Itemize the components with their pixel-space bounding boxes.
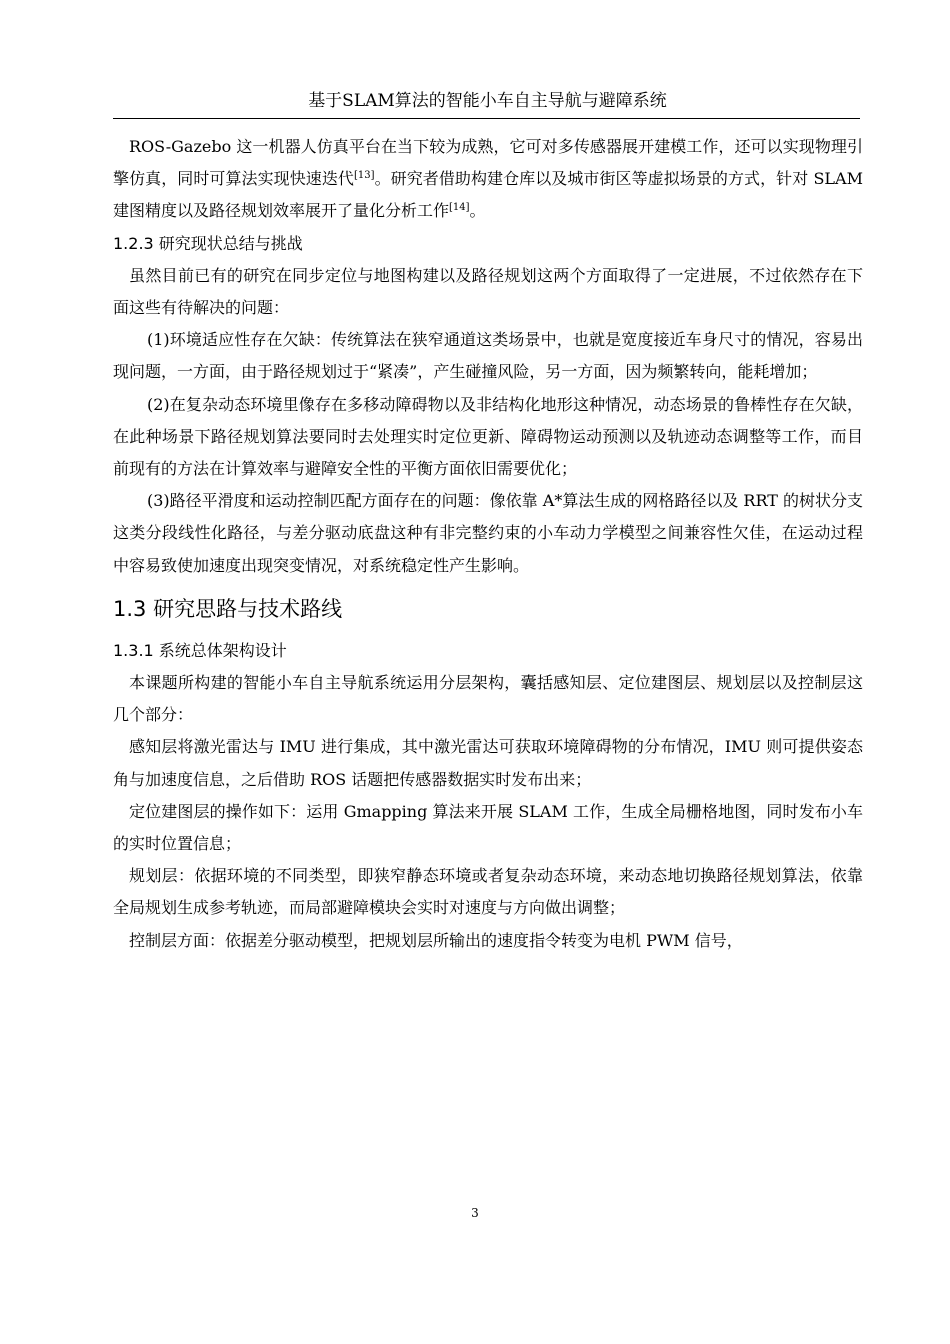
paragraph-planning-layer: 规划层：依据环境的不同类型，即狭窄静态环境或者复杂动态环境，来动态地切换路径规划算法，依靠全局规划生成参考轨迹，而局部避障模块会实时对速度与方向做出调整； [113, 866, 863, 918]
paragraph-mapping-layer: 定位建图层的操作如下：运用 Gmapping 算法来开展 SLAM 工作，生成全局栅格地图，同时发布小车的实时位置信息； [113, 801, 863, 854]
paragraph-text: 。研究者借助构建仓库以及城市街区等虚拟场景的方式，针对 SLAM 建图精度以及路径规划效率展开了量化分析工作 [113, 169, 863, 221]
paragraph-problem-2: (2)在复杂动态环境里像存在多移动障碍物以及非结构化地形这种情况，动态场景的鲁棒性存在欠缺，在此种场景下路径规划算法要同时去处理实时定位更新、障碍物运动预测以及轨迹动态调整等工作，而目前现有的方法在计算效率与避障安全性的平衡方面依旧需要优化； [113, 394, 863, 479]
citation-14[interactable]: [14] [449, 202, 470, 214]
page-number: 3 [471, 1206, 479, 1220]
paragraph-ros-gazebo [113, 131, 863, 228]
section-heading-1-2-3: 1.2.3 研究现状总结与挑战 [113, 233, 303, 253]
citation-13[interactable]: [13] [353, 170, 375, 182]
paragraph-control-layer: 控制层方面：依据差分驱动模型，把规划层所输出的速度指令转变为电机 PWM 信号， [129, 930, 743, 950]
running-header: 基于SLAM算法的智能小车自主导航与避障系统 [308, 91, 667, 111]
paragraph-perception-layer: 感知层将激光雷达与 IMU 进行集成，其中激光雷达可获取环境障碍物的分布情况，IMU 则可提供姿态角与加速度信息，之后借助 ROS 话题把传感器数据实时发布出来； [113, 737, 863, 789]
section-heading-1-3-1: 1.3.1 系统总体架构设计 [113, 640, 287, 660]
header-rule [113, 118, 860, 119]
paragraph-text: 。 [469, 201, 486, 221]
paragraph-problems-intro: 虽然目前已有的研究在同步定位与地图构建以及路径规划这两个方面取得了一定进展，不过依然存在下面这些有待解决的问题： [113, 265, 863, 318]
page-body [113, 131, 863, 957]
section-heading-1-3: 1.3 研究思路与技术路线 [113, 596, 343, 621]
paragraph-problem-1: (1)环境适应性存在欠缺：传统算法在狭窄通道这类场景中，也就是宽度接近车身尺寸的情况，容易出现问题，一方面，由于路径规划过于“紧凑”，产生碰撞风险，另一方面，因为频繁转向，能耗增加； [113, 330, 863, 382]
paragraph-problem-3: (3)路径平滑度和运动控制匹配方面存在的问题：像依靠 A*算法生成的网格路径以及 RRT 的树状分支这类分段线性化路径，与差分驱动底盘这种有非完整约束的小车动力学模型之间兼容性欠佳，在运动过程中容易致使加速度出现突变情况，对系统稳定性产生影响。 [113, 491, 863, 575]
paragraph-architecture: 本课题所构建的智能小车自主导航系统运用分层架构，囊括感知层、定位建图层、规划层以及控制层这几个部分： [113, 673, 863, 725]
paragraph-text: ROS-Gazebo 这一机器人仿真平台在当下较为成熟，它可对多传感器展开建模工作，还可以实现物理引擎仿真，同时可算法实现快速迭代 [113, 137, 863, 189]
